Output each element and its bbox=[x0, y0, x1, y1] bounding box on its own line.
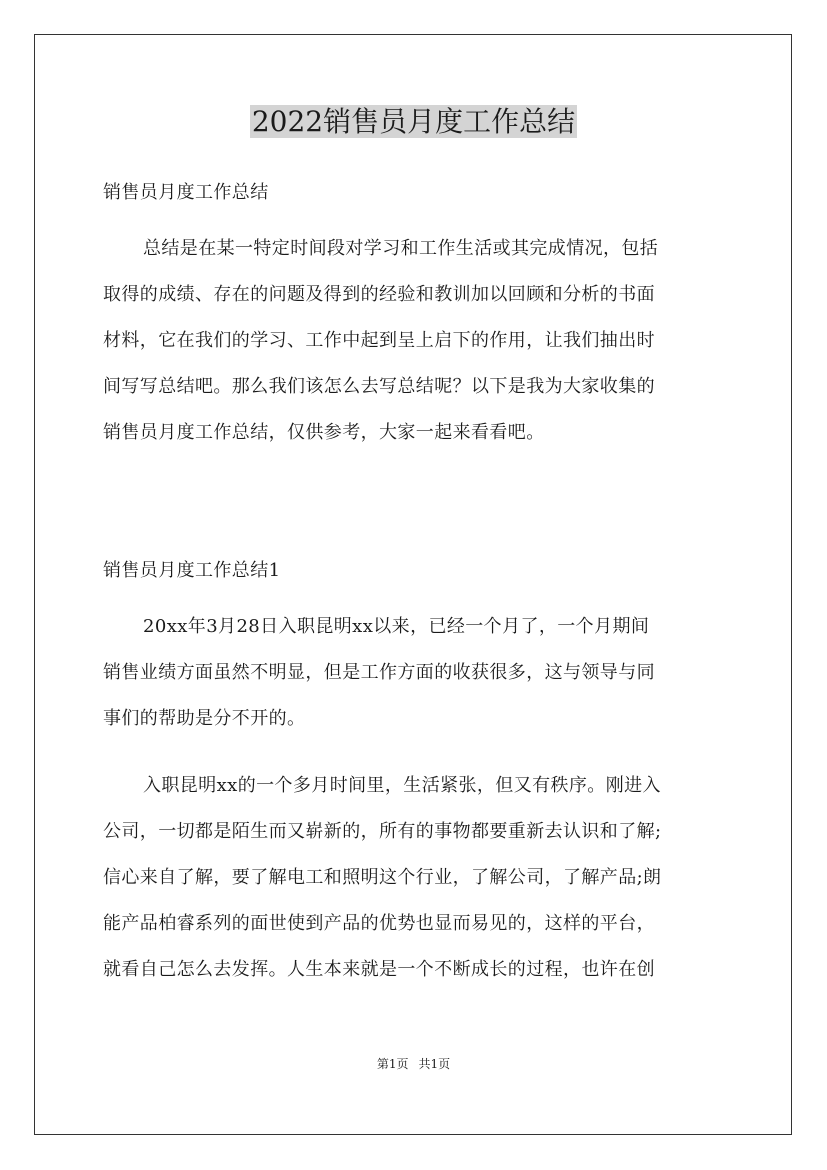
para2-line: 能产品柏睿系列的面世使到产品的优势也显而易见的，这样的平台， bbox=[103, 913, 655, 934]
subtitle-block bbox=[103, 170, 727, 216]
para2-line: 公司，一切都是陌生而又崭新的，所有的事物都要重新去认识和了解; bbox=[103, 821, 662, 842]
intro-line: 总结是在某一特定时间段对学习和工作生活或其完成情况，包括 bbox=[143, 238, 659, 259]
section-heading: 销售员月度工作总结1 bbox=[103, 560, 281, 581]
para2-line: 信心来自了解，要了解电工和照明这个行业，了解公司，了解产品;朗 bbox=[103, 867, 662, 888]
para2-line: 入职昆明xx的一个多月时间里，生活紧张，但又有秩序。刚进入 bbox=[143, 775, 661, 796]
document-title-text: 2022销售员月度工作总结 bbox=[251, 105, 576, 138]
intro-line: 材料，它在我们的学习、工作中起到呈上启下的作用，让我们抽出时 bbox=[103, 330, 655, 351]
intro-paragraph bbox=[103, 226, 727, 456]
page-footer bbox=[0, 1056, 827, 1072]
para2-line: 就看自己怎么去发挥。人生本来就是一个不断成长的过程，也许在创 bbox=[103, 959, 655, 980]
document-subtitle: 销售员月度工作总结 bbox=[103, 182, 269, 203]
body-paragraph-1 bbox=[103, 604, 727, 742]
para1-line: 事们的帮助是分不开的。 bbox=[103, 708, 306, 729]
para1-line: 20xx年3月28日入职昆明xx以来，已经一个月了，一个月期间 bbox=[143, 616, 650, 637]
para1-line: 销售业绩方面虽然不明显，但是工作方面的收获很多，这与领导与同 bbox=[103, 662, 655, 683]
page-number: 第1页 bbox=[376, 1057, 409, 1071]
page-total: 共1页 bbox=[418, 1057, 451, 1071]
intro-line: 取得的成绩、存在的问题及得到的经验和教训加以回顾和分析的书面 bbox=[103, 284, 655, 305]
intro-line: 间写写总结吧。那么我们该怎么去写总结呢？以下是我为大家收集的 bbox=[103, 376, 655, 397]
section-heading-block bbox=[103, 548, 727, 594]
body-paragraph-2 bbox=[103, 763, 727, 993]
intro-line: 销售员月度工作总结，仅供参考，大家一起来看看吧。 bbox=[103, 422, 545, 443]
document-title bbox=[0, 100, 827, 144]
